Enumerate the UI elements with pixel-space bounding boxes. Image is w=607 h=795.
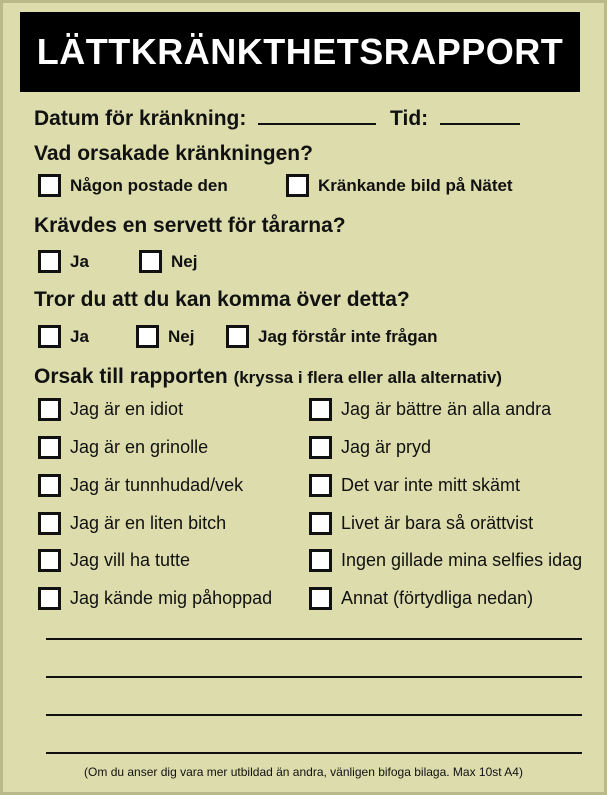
checkbox[interactable] (38, 398, 61, 421)
checkbox[interactable] (309, 549, 332, 572)
title-banner (20, 12, 580, 92)
write-in-line-2[interactable] (46, 676, 582, 678)
option-offensive-image[interactable]: Kränkande bild på Nätet (286, 174, 513, 197)
reason-right-1[interactable]: Jag är pryd (309, 436, 431, 459)
checkbox[interactable] (38, 174, 61, 197)
reason-left-5[interactable]: Jag kände mig påhoppad (38, 587, 272, 610)
reason-left-0[interactable]: Jag är en idiot (38, 398, 183, 421)
date-time-row (34, 103, 520, 131)
reason-right-0[interactable]: Jag är bättre än alla andra (309, 398, 551, 421)
checkbox[interactable] (309, 587, 332, 610)
write-in-line-1[interactable] (46, 638, 582, 640)
option-dont-understand[interactable]: Jag förstår inte frågan (226, 325, 438, 348)
checkbox[interactable] (38, 436, 61, 459)
option-getover-yes[interactable]: Ja (38, 325, 89, 348)
date-label: Datum för kränkning: (34, 107, 247, 130)
reason-left-4[interactable]: Jag vill ha tutte (38, 549, 190, 572)
option-napkin-no[interactable]: Nej (139, 250, 197, 273)
checkbox[interactable] (139, 250, 162, 273)
checkbox[interactable] (136, 325, 159, 348)
checkbox[interactable] (226, 325, 249, 348)
reason-note: (kryssa i flera eller alla alternativ) (233, 368, 502, 387)
checkbox[interactable] (38, 512, 61, 535)
question-cause: Vad orsakade kränkningen? (34, 142, 313, 165)
question-reason (34, 365, 502, 389)
checkbox[interactable] (38, 474, 61, 497)
checkbox[interactable] (309, 398, 332, 421)
write-in-line-4[interactable] (46, 752, 582, 754)
reason-left-2[interactable]: Jag är tunnhudad/vek (38, 474, 243, 497)
time-label: Tid: (390, 107, 429, 130)
checkbox[interactable] (309, 512, 332, 535)
checkbox[interactable] (309, 436, 332, 459)
checkbox[interactable] (38, 250, 61, 273)
form-title: LÄTTKRÄNKTHETSRAPPORT (36, 31, 564, 72)
reason-heading: Orsak till rapporten (34, 365, 228, 388)
reason-left-1[interactable]: Jag är en grinolle (38, 436, 208, 459)
checkbox[interactable] (38, 587, 61, 610)
question-napkin: Krävdes en servett för tårarna? (34, 214, 346, 237)
reason-right-3[interactable]: Livet är bara så orättvist (309, 512, 533, 535)
checkbox[interactable] (38, 549, 61, 572)
reason-right-2[interactable]: Det var inte mitt skämt (309, 474, 520, 497)
date-field[interactable] (258, 103, 376, 125)
option-napkin-yes[interactable]: Ja (38, 250, 89, 273)
write-in-line-3[interactable] (46, 714, 582, 716)
reason-right-5[interactable]: Annat (förtydliga nedan) (309, 587, 533, 610)
reason-left-3[interactable]: Jag är en liten bitch (38, 512, 226, 535)
option-getover-no[interactable]: Nej (136, 325, 194, 348)
checkbox[interactable] (286, 174, 309, 197)
time-field[interactable] (440, 103, 520, 125)
reason-right-4[interactable]: Ingen gillade mina selfies idag (309, 549, 582, 572)
checkbox[interactable] (309, 474, 332, 497)
checkbox[interactable] (38, 325, 61, 348)
option-someone-posted[interactable]: Någon postade den (38, 174, 228, 197)
question-get-over: Tror du att du kan komma över detta? (34, 288, 410, 311)
footer-note: (Om du anser dig vara mer utbildad än andra, vänligen bifoga bilaga. Max 10st A4) (84, 765, 523, 779)
